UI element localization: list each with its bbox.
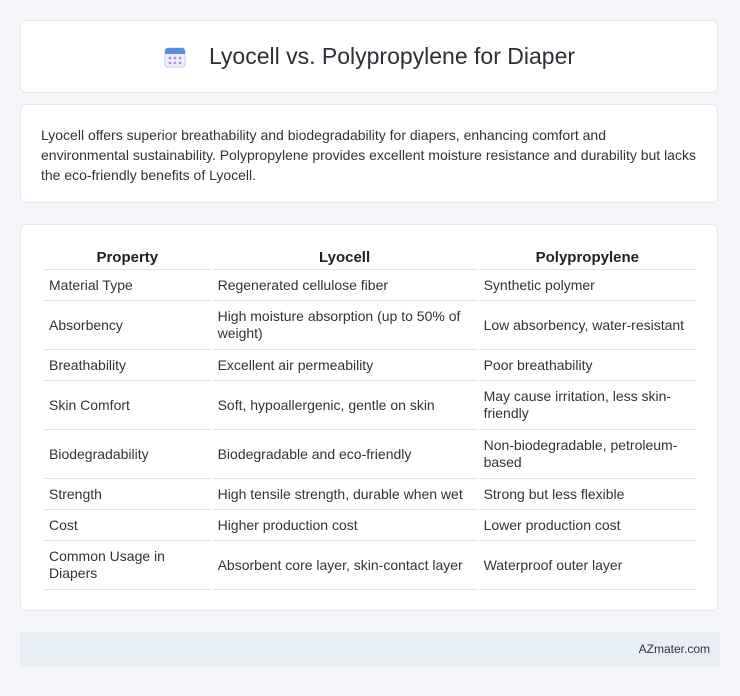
table-header-row <box>44 243 696 270</box>
table-cell: Absorbent core layer, skin-contact layer <box>213 541 477 590</box>
footer-brand: AZmater.com <box>638 642 710 656</box>
table-cell: High tensile strength, durable when wet <box>213 479 477 510</box>
table-cell: Waterproof outer layer <box>479 541 696 590</box>
table-cell: High moisture absorption (up to 50% of weight) <box>213 301 477 350</box>
table-row <box>44 541 696 590</box>
comparison-table <box>42 243 698 590</box>
table-cell: Excellent air permeability <box>213 350 477 381</box>
table-cell: Soft, hypoallergenic, gentle on skin <box>213 381 477 430</box>
table-cell: Material Type <box>44 270 211 301</box>
table-cell: Biodegradability <box>44 430 211 479</box>
table-row <box>44 479 696 510</box>
table-cell: Cost <box>44 510 211 541</box>
table-row <box>44 381 696 430</box>
table-cell: Lower production cost <box>479 510 696 541</box>
table-cell: Absorbency <box>44 301 211 350</box>
table-cell: Skin Comfort <box>44 381 211 430</box>
header-polypropylene: Polypropylene <box>479 243 696 270</box>
table-row <box>44 510 696 541</box>
table-card <box>20 224 718 611</box>
page-title: Lyocell vs. Polypropylene for Diaper <box>208 43 576 69</box>
table-row <box>44 350 696 381</box>
table-cell: Low absorbency, water-resistant <box>479 301 696 350</box>
table-row <box>44 430 696 479</box>
table-cell: Synthetic polymer <box>479 270 696 301</box>
table-cell: May cause irritation, less skin-friendly <box>479 381 696 430</box>
table-cell: Regenerated cellulose fiber <box>213 270 477 301</box>
table-cell: Breathability <box>44 350 211 381</box>
table-cell: Common Usage in Diapers <box>44 541 211 590</box>
summary-card <box>20 104 718 203</box>
table-cell: Strength <box>44 479 211 510</box>
table-cell: Higher production cost <box>213 510 477 541</box>
summary-text: Lyocell offers superior breathability and biodegradability for diapers, enhancing comfort and environmental sustainability. Polypropylene provides excellent moisture resistance and durability but lacks the eco-friendly benefits of Lyocell. <box>41 127 696 183</box>
table-cell: Biodegradable and eco-friendly <box>213 430 477 479</box>
title-card <box>20 20 718 93</box>
table-cell: Poor breathability <box>479 350 696 381</box>
table-row <box>44 270 696 301</box>
table-cell: Strong but less flexible <box>479 479 696 510</box>
header-property: Property <box>44 243 211 270</box>
table-row <box>44 301 696 350</box>
footer <box>20 632 720 666</box>
table-cell: Non-biodegradable, petroleum-based <box>479 430 696 479</box>
header-lyocell: Lyocell <box>213 243 477 270</box>
calendar-icon <box>163 45 187 69</box>
